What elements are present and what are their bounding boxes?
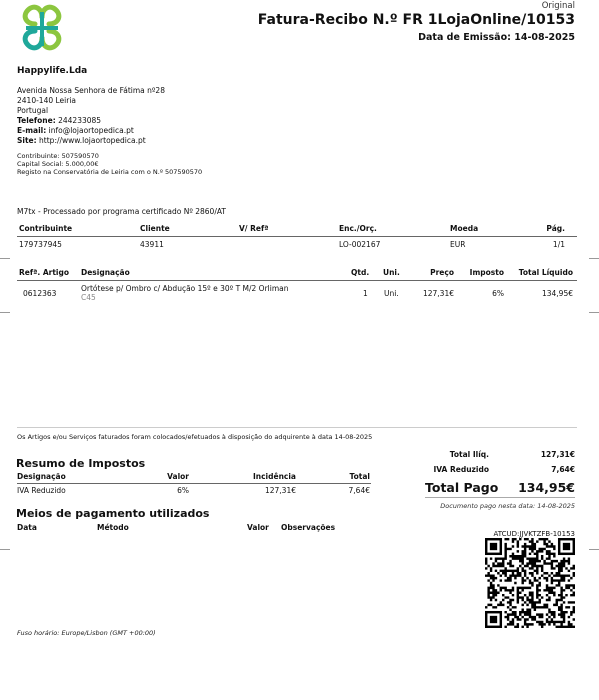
item-sub-code: C45 (81, 293, 96, 302)
address-line-1: Avenida Nossa Senhora de Fátima nº28 (17, 86, 165, 95)
address-line-2: 2410-140 Leiria (17, 96, 77, 105)
tax-total: 7,64€ (348, 486, 370, 495)
company-name: Happylife.Lda (17, 66, 88, 76)
item-qty: 1 (363, 289, 368, 298)
items-col-ref: Refª. Artigo (19, 268, 69, 277)
copy-label: Original (541, 1, 575, 11)
atcud: ATCUD:JJVKTZFB-10153 (493, 530, 575, 538)
item-designation: Ortótese p/ Ombro c/ Abdução 15º e 30º T M/2 Orliman (81, 284, 289, 293)
doc-info-header (17, 224, 577, 236)
fold-mark-left-top (0, 258, 10, 259)
table-row (17, 486, 371, 498)
items-col-price: Preço (430, 268, 454, 277)
item-total: 134,95€ (541, 289, 573, 298)
company-address (17, 86, 165, 146)
cross-flower-logo-icon (14, 2, 70, 54)
tax-col-incidence: Incidência (252, 472, 296, 481)
note-divider (17, 427, 577, 428)
document-title: Fatura-Recibo N.º FR 1LojaOnline/10153 (257, 12, 575, 28)
availability-note: Os Artigos e/ou Serviços faturados foram colocados/efetuados à disposição do adquirente à data 14-08-2025 (17, 433, 373, 441)
totals-rule (425, 497, 575, 498)
table-row (17, 284, 577, 306)
doc-info-contribuinte: 179737945 (19, 240, 62, 249)
items-col-designation: Designação (81, 268, 130, 277)
company-logo (14, 2, 70, 54)
doc-info-col-enc: Enc./Orç. (339, 224, 377, 233)
payments-col-notes: Observações (281, 523, 336, 532)
items-col-qty: Qtd. (351, 268, 370, 277)
phone-label: Telefone: (17, 116, 56, 125)
net-total-value: 127,31€ (540, 450, 575, 459)
payments-col-date: Data (17, 523, 37, 532)
site-value[interactable]: http://www.lojaortopedica.pt (39, 136, 146, 145)
tax-col-total: Total (349, 472, 370, 481)
fold-mark-right-top (589, 258, 599, 259)
net-total-label: Total Ilíq. (449, 450, 489, 459)
timezone-note: Fuso horário: Europe/Lisbon (GMT +00:00) (17, 629, 156, 637)
company-legal (17, 152, 202, 176)
item-price: 127,31€ (422, 289, 454, 298)
paid-note: Documento pago nesta data: 14-08-2025 (440, 502, 575, 510)
fold-mark-right-bottom (589, 549, 599, 550)
tax-designation: IVA Reduzido (17, 486, 66, 495)
items-col-total: Total Líquido (518, 268, 573, 277)
fold-mark-left-mid (0, 312, 10, 313)
payments-title: Meios de pagamento utilizados (16, 507, 210, 520)
tax-rate: 6% (177, 486, 189, 495)
payments-header (17, 523, 371, 535)
doc-info-col-moeda: Moeda (450, 224, 479, 233)
item-tax: 6% (492, 289, 504, 298)
paid-total-value: 134,95€ (518, 480, 575, 495)
tax-summary-rule (17, 483, 371, 484)
doc-info-col-ref: V/ Refª (239, 224, 269, 233)
doc-info-enc: LO-002167 (339, 240, 381, 249)
doc-info-cliente: 43911 (140, 240, 164, 249)
tax-col-value: Valor (167, 472, 189, 481)
issue-date: Data de Emissão: 14-08-2025 (418, 32, 575, 43)
doc-info-moeda: EUR (450, 240, 466, 249)
qr-code-icon (485, 538, 575, 628)
items-rule (17, 280, 577, 281)
payments-col-value: Valor (247, 523, 269, 532)
site-label: Site: (17, 136, 37, 145)
company-capital: Capital Social: 5.000,00€ (17, 160, 99, 168)
doc-info-rule (17, 236, 577, 237)
item-unit: Uni. (384, 289, 399, 298)
doc-info-col-cliente: Cliente (140, 224, 170, 233)
address-country: Portugal (17, 106, 49, 115)
company-phone (17, 116, 165, 126)
company-nif: Contribuinte: 507590570 (17, 152, 99, 160)
company-site (17, 136, 165, 146)
phone-value: 244233085 (58, 116, 102, 125)
items-col-tax: Imposto (469, 268, 504, 277)
qr-code-graphic (485, 538, 575, 628)
email-value[interactable]: info@lojaortopedica.pt (48, 126, 134, 135)
items-col-unit: Uni. (383, 268, 400, 277)
tax-summary-title: Resumo de Impostos (16, 457, 146, 470)
paid-total-label: Total Pago (425, 480, 499, 495)
doc-info-col-contribuinte: Contribuinte (19, 224, 73, 233)
email-label: E-mail: (17, 126, 47, 135)
certification-note: M7tx - Processado por programa certificado Nº 2860/AT (17, 207, 226, 216)
doc-info-col-pag: Pág. (546, 224, 565, 233)
payments-col-method: Método (97, 523, 129, 532)
vat-label: IVA Reduzido (433, 465, 489, 474)
company-registry: Registo na Conservatória de Leiria com o N.º 507590570 (17, 168, 203, 176)
items-header (17, 268, 577, 280)
item-ref: 0612363 (23, 289, 57, 298)
vat-value: 7,64€ (551, 465, 575, 474)
doc-info-values (17, 240, 577, 252)
fold-mark-right-mid (589, 312, 599, 313)
tax-incidence: 127,31€ (264, 486, 296, 495)
tax-col-designation: Designação (17, 472, 66, 481)
company-email (17, 126, 165, 136)
fold-mark-left-bottom (0, 549, 10, 550)
doc-info-pag: 1/1 (552, 240, 565, 249)
